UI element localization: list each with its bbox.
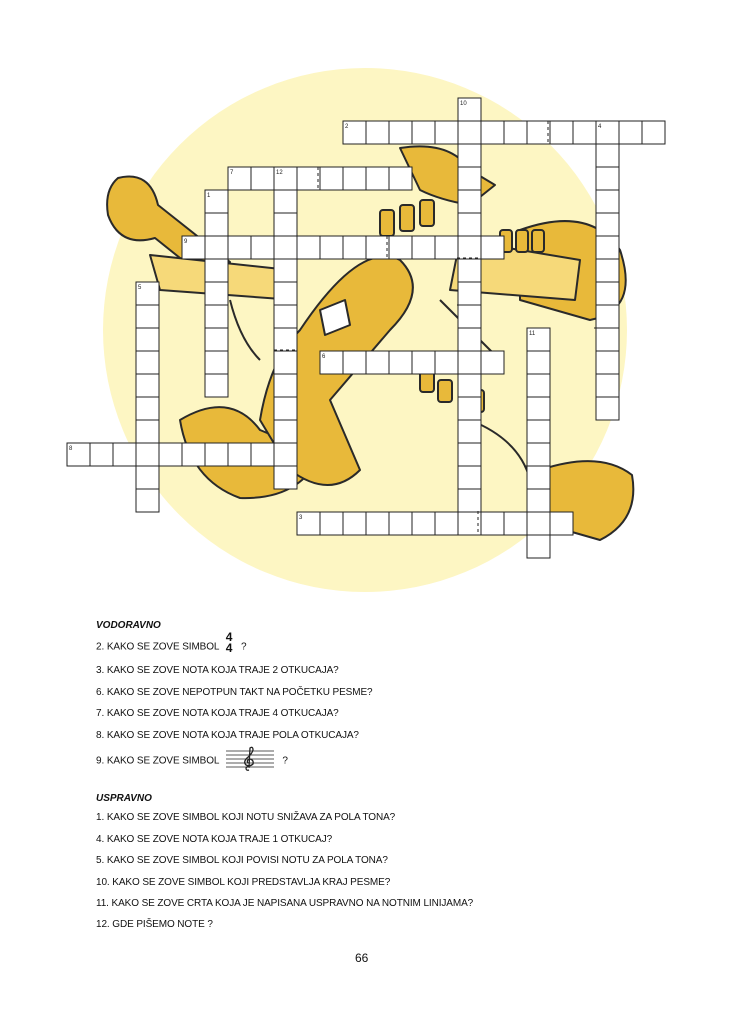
clue-number: 11 <box>529 331 536 337</box>
crossword-cell[interactable] <box>435 351 458 374</box>
crossword-cell[interactable] <box>182 443 205 466</box>
crossword-cell[interactable] <box>596 190 619 213</box>
crossword-cell[interactable] <box>274 351 297 374</box>
crossword-cell[interactable] <box>596 167 619 190</box>
vertical-clue-5: 5. KAKO SE ZOVE SIMBOL KOJI POVISI NOTU ZA POLA TONA? <box>96 855 388 866</box>
time-signature-symbol <box>226 632 233 654</box>
crossword-cell[interactable] <box>251 443 274 466</box>
clue-text: 2. KAKO SE ZOVE SIMBOL <box>96 641 220 653</box>
crossword-cell[interactable] <box>412 121 435 144</box>
crossword-cell[interactable] <box>136 466 159 489</box>
crossword-cell[interactable] <box>113 443 136 466</box>
clue-question-mark: ? <box>282 755 288 767</box>
clue-number: 12 <box>276 170 283 176</box>
crossword-cell[interactable] <box>274 374 297 397</box>
crossword-cell[interactable] <box>458 328 481 351</box>
crossword-cell[interactable] <box>205 351 228 374</box>
crossword-cell[interactable] <box>458 144 481 167</box>
crossword-cell[interactable] <box>573 121 596 144</box>
crossword-cell[interactable] <box>366 512 389 535</box>
crossword-cell[interactable] <box>205 213 228 236</box>
crossword-cell[interactable] <box>527 512 550 535</box>
crossword-cell[interactable] <box>251 236 274 259</box>
crossword-cell[interactable] <box>481 512 504 535</box>
horizontal-clue-7: 7. KAKO SE ZOVE NOTA KOJA TRAJE 4 OTKUCAJA? <box>96 708 339 719</box>
crossword-cell[interactable] <box>527 443 550 466</box>
crossword-cell[interactable] <box>320 167 343 190</box>
crossword-cell[interactable] <box>596 374 619 397</box>
crossword-cell[interactable] <box>343 512 366 535</box>
crossword-cell[interactable] <box>274 443 297 466</box>
crossword-cell[interactable] <box>527 121 550 144</box>
crossword-cell[interactable] <box>596 328 619 351</box>
crossword-cell[interactable] <box>412 236 435 259</box>
crossword-cell[interactable] <box>251 167 274 190</box>
crossword-cell[interactable] <box>366 351 389 374</box>
vertical-clue-4: 4. KAKO SE ZOVE NOTA KOJA TRAJE 1 OTKUCAJ? <box>96 834 333 845</box>
crossword-cell[interactable] <box>504 121 527 144</box>
crossword-cell[interactable] <box>274 420 297 443</box>
crossword-cell[interactable] <box>458 397 481 420</box>
crossword-cell[interactable] <box>366 236 389 259</box>
crossword-cell[interactable] <box>596 397 619 420</box>
crossword-cell[interactable] <box>481 121 504 144</box>
crossword-cell[interactable] <box>527 466 550 489</box>
crossword-cell[interactable] <box>527 489 550 512</box>
crossword-cell[interactable] <box>274 397 297 420</box>
crossword-cell[interactable] <box>205 328 228 351</box>
crossword-cell[interactable] <box>550 121 573 144</box>
crossword-cell[interactable] <box>458 282 481 305</box>
crossword-cell[interactable] <box>389 236 412 259</box>
crossword-cell[interactable] <box>435 236 458 259</box>
crossword-cell[interactable] <box>274 466 297 489</box>
crossword-cell[interactable] <box>458 420 481 443</box>
crossword-cell[interactable] <box>205 443 228 466</box>
clue-number: 6 <box>322 354 326 360</box>
horizontal-clue-6: 6. KAKO SE ZOVE NEPOTPUN TAKT NA POČETKU PESME? <box>96 687 373 698</box>
crossword-cell[interactable] <box>596 305 619 328</box>
clue-number: 1 <box>207 193 211 199</box>
crossword-cell[interactable] <box>274 328 297 351</box>
crossword-cell[interactable] <box>228 443 251 466</box>
vertical-clue-11: 11. KAKO SE ZOVE CRTA KOJA JE NAPISANA USPRAVNO NA NOTNIM LINIJAMA? <box>96 898 474 909</box>
crossword-cell[interactable] <box>297 236 320 259</box>
crossword-cell[interactable] <box>136 397 159 420</box>
vertical-clue-1: 1. KAKO SE ZOVE SIMBOL KOJI NOTU SNIŽAVA ZA POLA TONA? <box>96 812 396 823</box>
crossword-cell[interactable] <box>159 443 182 466</box>
crossword-cell[interactable] <box>366 121 389 144</box>
crossword-cell[interactable] <box>205 374 228 397</box>
crossword-cell[interactable] <box>458 305 481 328</box>
horizontal-clue-9 <box>96 748 288 774</box>
clue-number: 3 <box>299 515 303 521</box>
crossword-cell[interactable] <box>389 167 412 190</box>
crossword-cell[interactable] <box>481 351 504 374</box>
clue-number: 8 <box>69 446 73 452</box>
clue-number: 7 <box>230 170 234 176</box>
crossword-cell[interactable] <box>274 213 297 236</box>
crossword-cell[interactable] <box>458 351 481 374</box>
crossword-cell[interactable] <box>527 535 550 558</box>
crossword-cell[interactable] <box>274 305 297 328</box>
crossword-cell[interactable] <box>343 167 366 190</box>
crossword-cell[interactable] <box>596 259 619 282</box>
crossword-cell[interactable] <box>619 121 642 144</box>
crossword-cell[interactable] <box>481 236 504 259</box>
crossword-cell[interactable] <box>458 443 481 466</box>
crossword-cell[interactable] <box>136 351 159 374</box>
crossword-cell[interactable] <box>136 489 159 512</box>
crossword-cell[interactable] <box>136 328 159 351</box>
crossword-cell[interactable] <box>458 374 481 397</box>
clue-question-mark: ? <box>240 641 247 653</box>
crossword-cell[interactable] <box>435 121 458 144</box>
crossword-cell[interactable] <box>412 512 435 535</box>
crossword-cell[interactable] <box>205 259 228 282</box>
crossword-cell[interactable] <box>205 305 228 328</box>
crossword-cell[interactable] <box>136 420 159 443</box>
crossword-cell[interactable] <box>136 443 159 466</box>
crossword-cell[interactable] <box>228 236 251 259</box>
horizontal-clue-8: 8. KAKO SE ZOVE NOTA KOJA TRAJE POLA OTKUCAJA? <box>96 730 359 741</box>
crossword-cell[interactable] <box>435 512 458 535</box>
crossword-cell[interactable] <box>527 397 550 420</box>
crossword-cell[interactable] <box>458 236 481 259</box>
crossword-cell[interactable] <box>389 351 412 374</box>
clue-number: 5 <box>138 285 142 291</box>
page-number: 66 <box>355 951 369 965</box>
time-signature-top: 4 <box>225 630 233 644</box>
crossword-cell[interactable] <box>90 443 113 466</box>
crossword-cell[interactable] <box>205 236 228 259</box>
crossword-cell[interactable] <box>527 420 550 443</box>
crossword-cell[interactable] <box>527 374 550 397</box>
crossword-cell[interactable] <box>343 351 366 374</box>
crossword-cell[interactable] <box>642 121 665 144</box>
crossword-cell[interactable] <box>320 512 343 535</box>
clue-text: 9. KAKO SE ZOVE SIMBOL <box>96 755 220 767</box>
clue-number: 2 <box>345 124 349 130</box>
horizontal-clue-2 <box>96 630 247 658</box>
crossword-cell[interactable] <box>389 512 412 535</box>
crossword-cell[interactable] <box>389 121 412 144</box>
crossword-cell[interactable] <box>596 282 619 305</box>
crossword-cell[interactable] <box>274 236 297 259</box>
crossword-cell[interactable] <box>504 512 527 535</box>
vertical-heading: USPRAVNO <box>96 793 152 804</box>
treble-clef-icon <box>226 746 274 772</box>
crossword-cell[interactable] <box>458 121 481 144</box>
crossword-cell[interactable] <box>297 167 320 190</box>
crossword-cell[interactable] <box>274 259 297 282</box>
clue-number: 9 <box>184 239 188 245</box>
crossword-cell[interactable] <box>274 282 297 305</box>
crossword-cell[interactable] <box>412 351 435 374</box>
crossword-cell[interactable] <box>366 167 389 190</box>
horizontal-clue-3: 3. KAKO SE ZOVE NOTA KOJA TRAJE 2 OTKUCAJA? <box>96 665 339 676</box>
horizontal-heading: VODORAVNO <box>96 620 161 631</box>
crossword-cell[interactable] <box>458 489 481 512</box>
crossword-cell[interactable] <box>596 213 619 236</box>
crossword-cell[interactable] <box>205 282 228 305</box>
crossword-cell[interactable] <box>550 512 573 535</box>
crossword-cell[interactable] <box>596 144 619 167</box>
crossword-cell[interactable] <box>596 236 619 259</box>
crossword-cell[interactable] <box>458 259 481 282</box>
crossword-cell[interactable] <box>527 351 550 374</box>
crossword-cell[interactable] <box>458 190 481 213</box>
crossword-cell[interactable] <box>343 236 366 259</box>
crossword-cell[interactable] <box>458 466 481 489</box>
vertical-clue-10: 10. KAKO SE ZOVE SIMBOL KOJI PREDSTAVLJA KRAJ PESME? <box>96 877 391 888</box>
clue-number: 10 <box>460 101 467 107</box>
crossword-cell[interactable] <box>136 305 159 328</box>
clue-number: 4 <box>598 124 602 130</box>
crossword-cell[interactable] <box>458 213 481 236</box>
vertical-clue-12: 12. GDE PIŠEMO NOTE ? <box>96 919 213 930</box>
crossword-cell[interactable] <box>320 236 343 259</box>
crossword-cell[interactable] <box>136 374 159 397</box>
crossword-cell[interactable] <box>274 190 297 213</box>
time-signature-bottom: 4 <box>225 641 233 655</box>
crossword-cell[interactable] <box>458 167 481 190</box>
crossword-cell[interactable] <box>596 351 619 374</box>
